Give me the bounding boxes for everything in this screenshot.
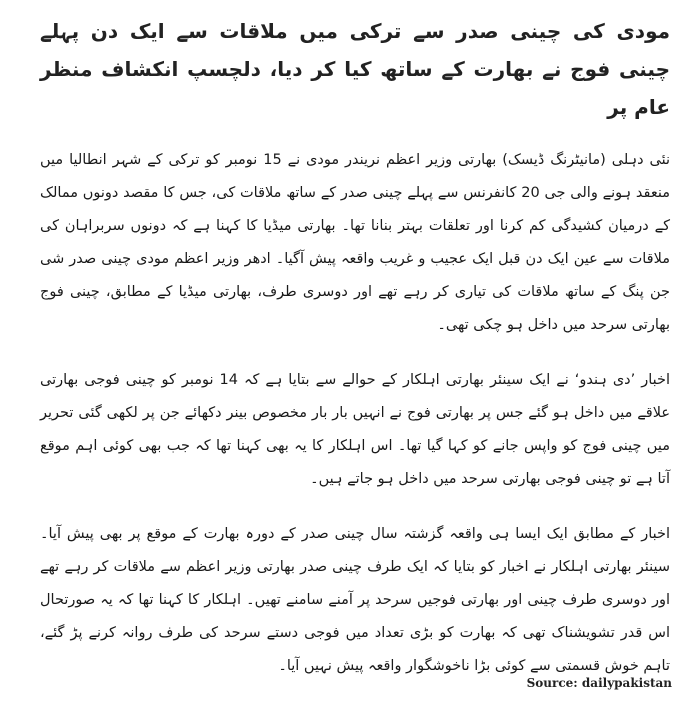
article-paragraph-2: اخبار ’دی ہندو‘ نے ایک سینئر بھارتی اہلکار کے حوالے سے بتایا ہے کہ 14 نومبر کو چینی فوجی بھارتی علاقے میں داخل ہو گئے جس پر بھارتی فوج نے انہیں بار بار مخصوص بینر دکھائے جن پر لکھی گئی تحریر میں چینی فوج کو واپس جانے کو کہا گیا تھا۔ اس اہلکار کا یہ بھی کہنا تھا کہ جب بھی کوئی اہم موقع آتا ہے تو چینی فوجی بھارتی سرحد میں داخل ہو جاتے ہیں۔ xyxy=(40,372,670,487)
source-credit: Source: dailypakistan xyxy=(526,676,672,690)
article xyxy=(40,12,670,705)
article-paragraph-3: اخبار کے مطابق ایک ایسا ہی واقعہ گزشتہ سال چینی صدر کے دورہ بھارت کے موقع پر بھی پیش آیا۔ سینئر بھارتی اہلکار نے اخبار کو بتایا کہ ایک طرف چینی صدر بھارتی وزیر اعظم سے ملاقات کر رہے تھے اور دوسری طرف چینی اور بھارتی فوجیں سرحد پر آمنے سامنے تھیں۔ اہلکار کا کہنا تھا کہ یہ صورتحال اس قدر تشویشناک تھی کہ بھارت کو بڑی تعداد میں فوجی دستے سرحد کی طرف روانہ کرنے پڑ گئے، تاہم خوش قسمتی سے کوئی بڑا ناخوشگوار واقعہ پیش نہیں آیا۔ xyxy=(40,526,670,674)
article-paragraph-1: نئی دہلی (مانیٹرنگ ڈیسک) بھارتی وزیر اعظم نریندر مودی نے 15 نومبر کو ترکی کے شہر انطالیا میں منعقد ہونے والی جی 20 کانفرنس سے پہلے چینی صدر کے ساتھ ملاقات کی، جس کا مقصد دونوں ممالک کے درمیان کشیدگی کم کرنا اور تعلقات بہتر بنانا تھا۔ بھارتی میڈیا کا کہنا ہے کہ دونوں سربراہان کی ملاقات سے عین ایک دن قبل ایک عجیب و غریب واقعہ پیش آگیا۔ ادھر وزیر اعظم مودی چینی صدر شی جن پنگ کے ساتھ ملاقات کی تیاری کر رہے تھے اور دوسری طرف، بھارتی میڈیا کے مطابق، چینی فوج بھارتی سرحد میں داخل ہو چکی تھی۔ xyxy=(40,152,670,333)
article-headline: مودی کی چینی صدر سے ترکی میں ملاقات سے ایک دن پہلے چینی فوج نے بھارت کے ساتھ کیا کر دیا، دلچسپ انکشاف منظر عام پر xyxy=(40,19,670,119)
